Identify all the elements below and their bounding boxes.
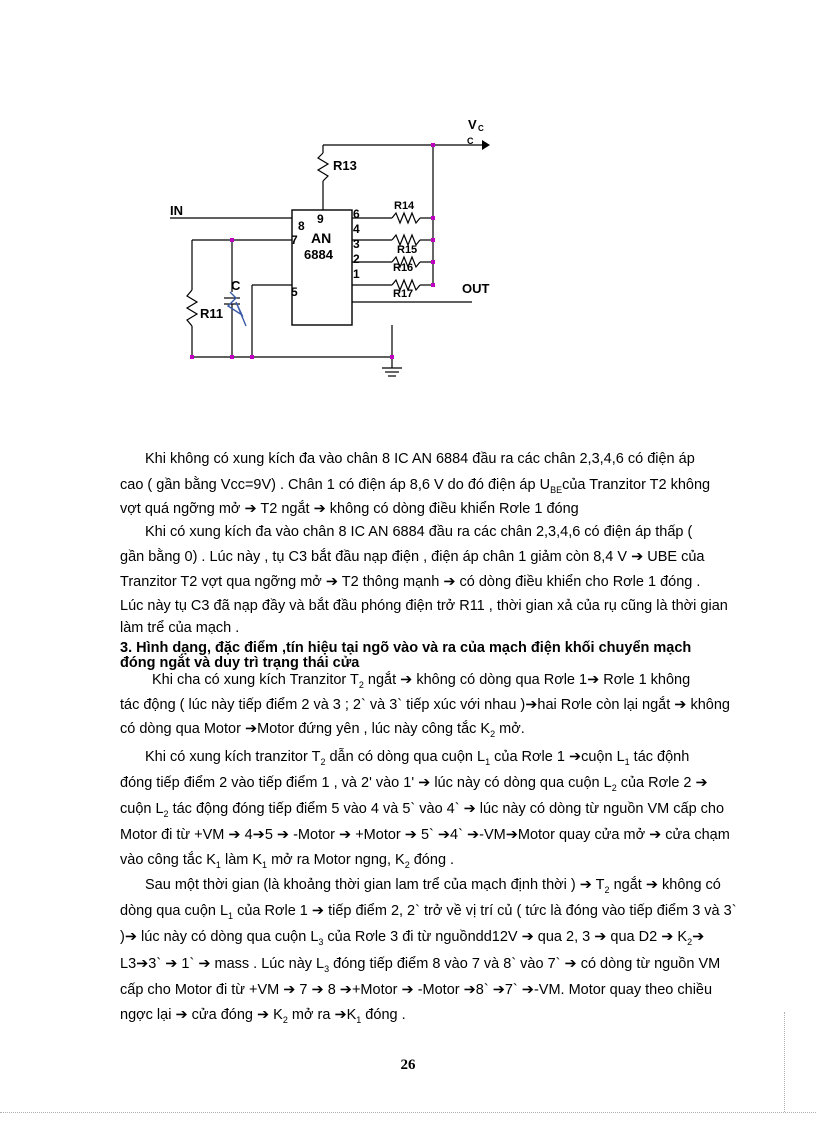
ic-number: 6884 [304,247,333,262]
arrow-icon: ➔ [692,929,705,945]
arrow-icon: ➔ [674,697,687,713]
paragraph-line: Khi có xung kích đa vào chân 8 IC AN 6884 đầu ra các chân 2,3,4,6 có điện áp thấp ( [145,524,693,540]
arrow-icon: ➔ [661,929,674,945]
arrow-icon: ➔ [631,549,644,565]
paragraph-line: Khi có xung kích tranzitor $T_2$ dẫn có dòng qua cuộn $L_1$ của Rơle 1 ➔cuộn $L_1$ tác độnh [145,749,690,767]
arrow-icon: ➔ [401,982,414,998]
section-heading-cont: đóng ngắt và duy trì trạng thái cửa [120,655,360,671]
arrow-icon: ➔ [334,1007,347,1023]
arrow-icon: ➔ [587,672,600,688]
page-border-right [784,1012,785,1112]
arrow-icon: ➔ [252,827,265,843]
arrow-icon: ➔ [568,749,582,765]
ic-name: AN [311,230,332,246]
arrow-icon: ➔ [463,982,476,998]
arrow-icon: ➔ [695,775,708,791]
vcc-label: V [468,117,477,132]
arrow-icon: ➔ [244,501,257,517]
paragraph-line: có dòng qua Motor ➔Motor đứng yên , lúc này công tắc $K_2$ mở. [120,721,525,739]
vcc-sub2: C [467,136,474,146]
arrow-icon: ➔ [136,956,149,972]
paragraph-line: L3➔3` ➔ 1` ➔ mass . Lúc này $L_3$ đóng tiếp điểm 8 vào 7 và 8` vào 7` ➔ có dòng từ nguồn VM [120,956,721,974]
circuit-diagram [0,0,816,420]
arrow-icon: ➔ [505,827,518,843]
pin5-label: 5 [291,285,298,299]
paragraph-line: cuộn $L_2$ tác động đóng tiếp điểm 5 vào 4 và 5` vào 4` ➔ lúc này có dòng từ nguồn VM cấp cho [120,801,725,819]
arrow-icon: ➔ [325,574,338,590]
arrow-icon: ➔ [418,775,431,791]
arrow-icon: ➔ [256,1007,270,1023]
paragraph-line: vào công tắc $K_1$ làm $K_1$ mở ra Motor ngng, $K_2$ đóng . [120,852,455,870]
arrow-icon: ➔ [437,827,451,843]
pin8-label: 8 [298,219,305,233]
pin4-label: 4 [353,222,360,236]
arrow-icon: ➔ [564,956,577,972]
paragraph-line: làm trể của mạch . [120,620,240,636]
pin1-label: 1 [353,267,360,281]
paragraph-line: Motor đi từ +VM ➔ 4➔5 ➔ -Motor ➔ +Motor ➔ 5` ➔4` ➔-VM➔Motor quay cửa mở ➔ cửa chạm [120,827,730,843]
arrow-icon: ➔ [463,801,476,817]
paragraph-line: ngợc lại ➔ cửa đóng ➔ $K_2$ mở ra $➔K_1$ đóng . [120,1007,406,1025]
arrow-icon: ➔ [645,877,658,893]
r14-label: R14 [394,200,415,212]
section-heading: 3. Hình dạng, đặc điểm ,tín hiệu tại ngõ vào và ra của mạch điện khối chuyển mạch [120,640,692,656]
paragraph-line: cấp cho Motor đi từ +VM ➔ 7 ➔ 8 ➔+Motor ➔ -Motor ➔8` ➔7` ➔-VM. Motor quay theo chiều [120,982,713,998]
arrow-icon: ➔ [283,982,296,998]
pin3-label: 3 [353,237,360,251]
in-label: IN [170,203,183,218]
paragraph-line: )➔ lúc này có dòng qua cuộn $L_3$ của Rơle 3 đi từ nguồndd12V ➔ qua 2, 3 ➔ qua D2 ➔ $K_2➔$ [120,929,705,947]
arrow-icon: ➔ [165,956,178,972]
paragraph-line: vợt quá ngỡng mở ➔ T2 ngắt ➔ không có dòng điều khiển Rơle 1 đóng [120,501,579,517]
pin6-label: 6 [353,207,360,221]
arrow-icon: ➔ [339,827,352,843]
r11-label: R11 [200,306,224,321]
paragraph-line: đóng tiếp điểm 2 vào tiếp điểm 1 , và 2' vào 1' ➔ lúc này có dòng qua cuộn $L_2$ của Rơle 2 ➔ [120,775,708,793]
arrow-icon: ➔ [492,982,505,998]
arrow-icon: ➔ [276,827,290,843]
paragraph-line: Khi không có xung kích đa vào chân 8 IC AN 6884 đầu ra các chân 2,3,4,6 có điện áp [145,451,695,467]
arrow-icon: ➔ [400,672,413,688]
arrow-icon: ➔ [339,982,352,998]
r13-label: R13 [333,158,357,173]
arrow-icon: ➔ [175,1007,188,1023]
vcc-sub: C [478,124,484,133]
arrow-icon: ➔ [124,929,137,945]
arrow-icon: ➔ [311,903,325,919]
paragraph-line: gần bằng 0) . Lúc này , tụ C3 bắt đầu nạp điện , điện áp chân 1 giảm còn 8,4 V ➔ UBE của [120,549,705,565]
arrow-icon: ➔ [579,877,592,893]
paragraph-line: Khi cha có xung kích Tranzitor $T_2$ ngắt ➔ không có dòng qua Rơle 1➔ Rơle 1 không [152,672,691,690]
arrow-icon: ➔ [594,929,607,945]
arrow-icon: ➔ [521,929,534,945]
paragraph-line: Tranzitor T2 vợt qua ngỡng mở ➔ T2 thông mạnh ➔ có dòng điều khiển cho Rơle 1 đóng . [120,574,701,590]
paragraph-line: cao ( gần bằng Vcc=9V) . Chân 1 có điện áp 8,6 V do đó điện áp $U_{BE}của$ Tranzitor T2 không [120,477,711,495]
arrow-icon: ➔ [228,827,241,843]
arrow-icon: ➔ [466,827,480,843]
r16-label: R16 [393,262,414,274]
paragraph-line: Lúc này tụ C3 đã nạp đầy và bắt đầu phóng điện trở R11 , thời gian xả của rụ cũng là thời gian [120,598,728,614]
page-number: 26 [400,1057,416,1073]
arrow-icon: ➔ [244,721,258,737]
arrow-icon: ➔ [198,956,211,972]
cap-label: C [231,278,241,293]
paragraph-line: tác động ( lúc này tiếp điểm 2 và 3 ; 2` và 3` tiếp xúc với nhau )➔hai Rơle còn lại ngắt ➔ không [120,697,730,713]
r15-label: R15 [397,244,418,256]
pin2-label: 2 [353,252,360,266]
arrow-icon: ➔ [311,982,324,998]
arrow-icon: ➔ [649,827,662,843]
arrow-icon: ➔ [521,982,534,998]
pin9-label: 9 [317,212,324,226]
out-label: OUT [462,281,490,296]
page-border-bottom [0,1112,816,1113]
arrow-icon: ➔ [525,697,538,713]
r17-label: R17 [393,288,414,300]
paragraph-line: dòng qua cuộn $L_1$ của Rơle 1 ➔ tiếp điểm 2, 2` trở về vị trí củ ( tức là đóng vào tiếp điểm 3 và 3` [120,903,737,921]
arrow-icon: ➔ [313,501,326,517]
arrow-icon: ➔ [404,827,417,843]
arrow-icon: ➔ [443,574,456,590]
pin7-label: 7 [291,233,298,247]
paragraph-line: Sau một thời gian (là khoảng thời gian lam trể của mạch định thời ) ➔ $T_2$ ngắt ➔ không có [145,877,721,895]
